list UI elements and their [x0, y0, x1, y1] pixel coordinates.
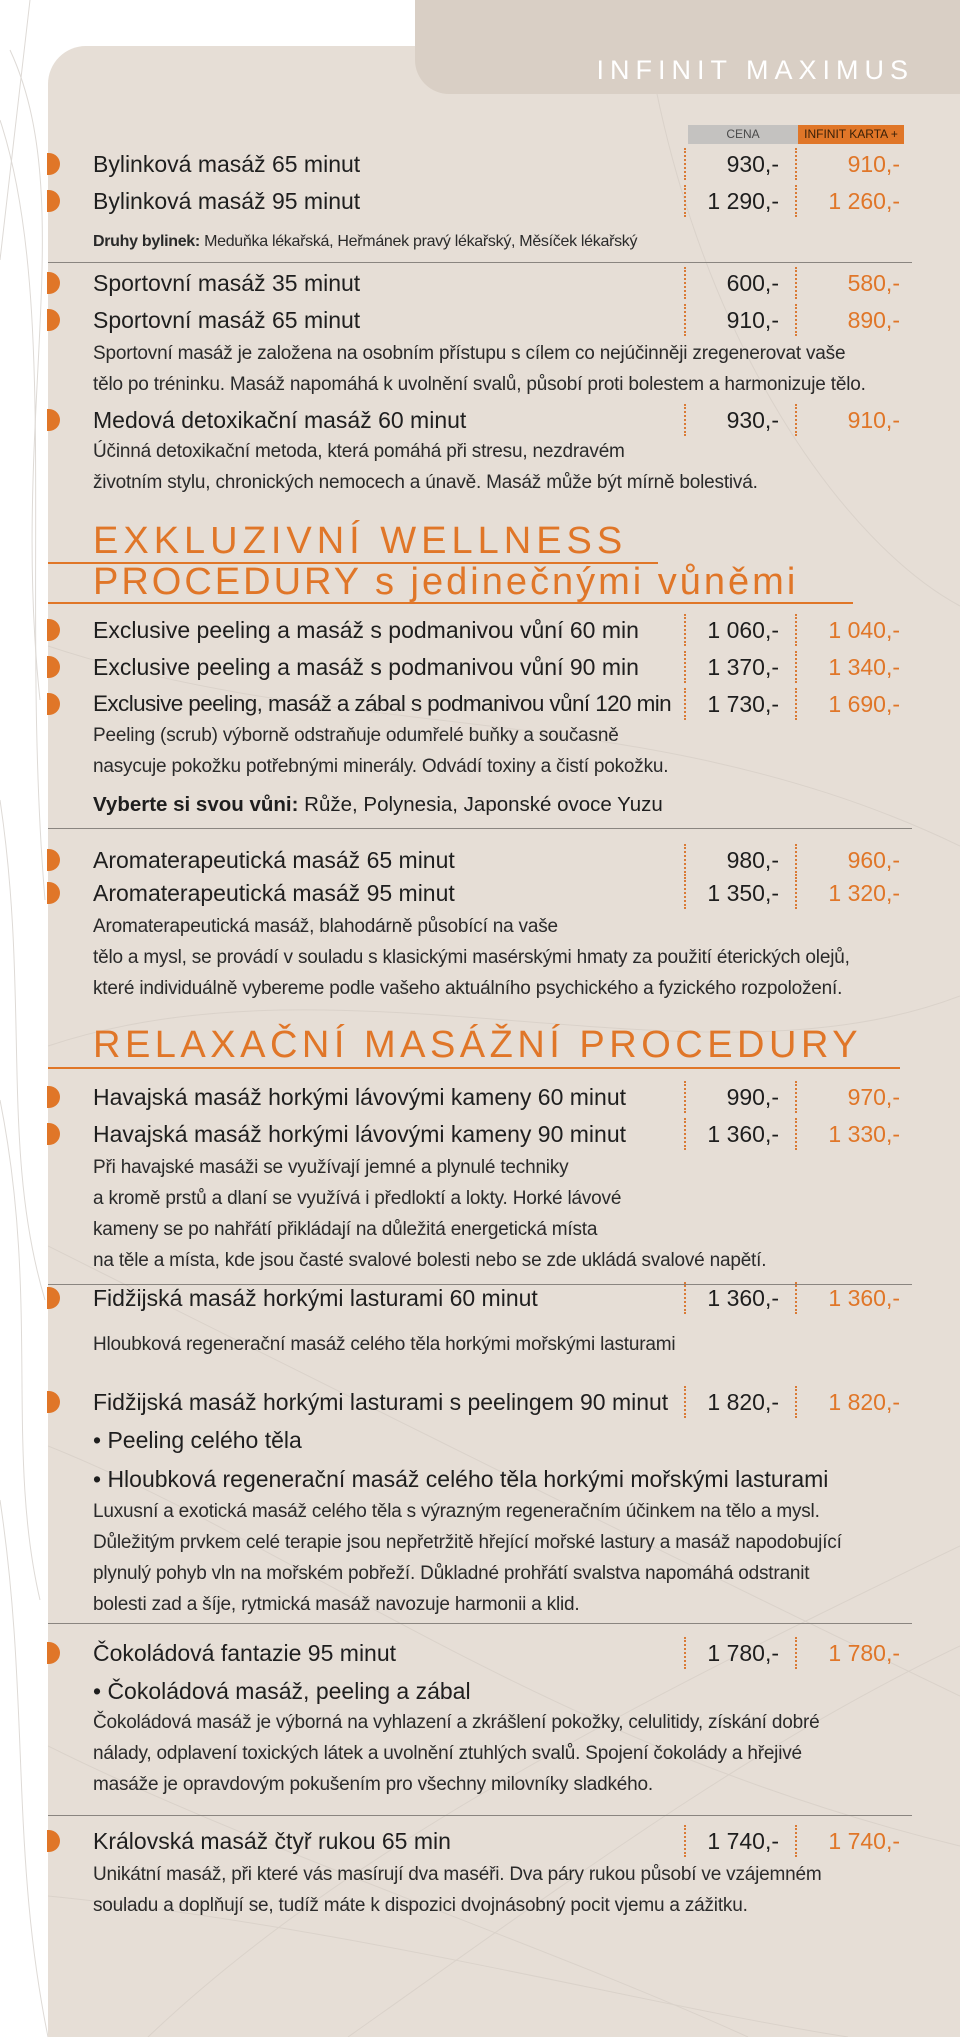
aroma-description-line: tělo a mysl, se provádí v souladu s klasickými masérskými hmaty za použití éterických olejů,	[93, 947, 850, 968]
price-regular: 1 370,-	[707, 654, 779, 680]
choco-description-line: masáže je opravdovým pokušením pro všechny milovníky sladkého.	[93, 1774, 653, 1795]
price-card: 960,-	[847, 847, 900, 873]
divider	[48, 262, 912, 263]
fidzi2-description-line: Důležitým prvkem celé terapie jsou nepřetržitě hřející mořské lastury a masáž napodobující	[93, 1532, 842, 1553]
detox-description-line: životním stylu, chronických nemocech a únavě. Masáž může být mírně bolestivá.	[93, 472, 758, 493]
price-regular: 600,-	[726, 270, 779, 296]
price-separator	[795, 1637, 797, 1669]
menu-item-name: Aromaterapeutická masáž 95 minut	[93, 880, 455, 906]
brand-title: INFINIT MAXIMUS	[596, 55, 914, 85]
price-separator	[795, 185, 797, 217]
menu-item-name: Sportovní masáž 35 minut	[93, 270, 361, 296]
scent-chooser	[93, 789, 663, 821]
fidzi2-description-line: plynulý pohyb vln na mořském pobřeží. Důkladné prohřátí svalstva napomáhá odstranit	[93, 1563, 810, 1584]
menu-item-name: Havajská masáž horkými lávovými kameny 90 minut	[93, 1121, 627, 1147]
price-card: 910,-	[847, 151, 900, 177]
price-card: 1 330,-	[828, 1121, 900, 1147]
section-heading-exclusive-line1: EXKLUZIVNÍ WELLNESS	[93, 520, 628, 562]
menu-item-name: Medová detoxikační masáž 60 minut	[93, 407, 467, 433]
fidzi2-description-line: bolesti zad a šíje, rytmická masáž navozuje harmonii a klid.	[93, 1594, 580, 1615]
havaj-description-line: a kromě prstů a dlaní se využívá i předloktí a lokty. Horké lávové	[93, 1188, 622, 1209]
exclusive-description-line: Peeling (scrub) výborně odstraňuje odumřelé buňky a současně	[93, 725, 619, 746]
price-card: 1 690,-	[828, 691, 900, 717]
menu-item-name: Čokoládová fantazie 95 minut	[93, 1640, 397, 1666]
price-regular: 980,-	[726, 847, 779, 873]
price-card: 1 360,-	[828, 1285, 900, 1311]
menu-item-name: Bylinková masáž 95 minut	[93, 188, 361, 214]
price-separator	[795, 1118, 797, 1150]
fidzi2-description-line: Luxusní a exotická masáž celého těla s výrazným regeneračním účinkem na tělo a mysl.	[93, 1501, 820, 1522]
price-card: 1 780,-	[828, 1640, 900, 1666]
sport-description-line: tělo po tréninku. Masáž napomáhá k uvolnění svalů, působí proti bolestem a harmonizuje tělo.	[93, 374, 866, 395]
section-heading-relax: RELAXAČNÍ MASÁŽNÍ PROCEDURY	[93, 1024, 863, 1066]
menu-item-name: Exclusive peeling, masáž a zábal s podmanivou vůní 120 min	[93, 691, 672, 716]
scent-options: Růže, Polynesia, Japonské ovoce Yuzu	[298, 793, 663, 816]
choco-bullet: • Čokoládová masáž, peeling a zábal	[93, 1678, 471, 1704]
price-separator	[795, 688, 797, 720]
price-regular: 1 350,-	[707, 880, 779, 906]
price-regular: 930,-	[726, 151, 779, 177]
price-card: 1 320,-	[828, 880, 900, 906]
price-regular: 930,-	[726, 407, 779, 433]
price-regular: 990,-	[726, 1084, 779, 1110]
price-separator	[795, 651, 797, 683]
column-header-karta: INFINIT KARTA +	[798, 125, 904, 144]
price-card: 580,-	[847, 270, 900, 296]
price-separator	[795, 148, 797, 180]
price-card: 890,-	[847, 307, 900, 333]
menu-item-name: Exclusive peeling a masáž s podmanivou vůní 90 min	[93, 654, 639, 680]
price-separator	[795, 304, 797, 336]
price-card: 1 260,-	[828, 188, 900, 214]
choco-description-line: nálady, odplavení toxických látek a uvolnění ztuhlých svalů. Spojení čokolády a hřejivé	[93, 1743, 802, 1764]
price-separator	[795, 614, 797, 646]
menu-item-name: Fidžijská masáž horkými lasturami 60 minut	[93, 1285, 538, 1311]
menu-item-name: Aromaterapeutická masáž 65 minut	[93, 847, 455, 873]
price-separator	[795, 1386, 797, 1418]
divider	[48, 1815, 912, 1816]
havaj-description-line: kameny se po nahřátí přikládají na důležitá energetická místa	[93, 1219, 598, 1240]
price-card: 910,-	[847, 407, 900, 433]
price-regular: 1 360,-	[707, 1285, 779, 1311]
menu-item-name: Sportovní masáž 65 minut	[93, 307, 361, 333]
price-regular: 1 730,-	[707, 691, 779, 717]
menu-item-name: Bylinková masáž 65 minut	[93, 151, 361, 177]
price-regular: 1 820,-	[707, 1389, 779, 1415]
price-separator	[795, 1825, 797, 1857]
divider	[48, 1623, 912, 1624]
menu-item-name: Královská masáž čtyř rukou 65 min	[93, 1828, 451, 1854]
heading-underline	[48, 602, 853, 604]
price-card: 1 740,-	[828, 1828, 900, 1854]
aroma-description-line: Aromaterapeutická masáž, blahodárně působící na vaše	[93, 916, 558, 937]
havaj-description-line: Při havajské masáži se využívají jemné a plynulé techniky	[93, 1157, 569, 1178]
herbs-note	[93, 231, 637, 253]
price-regular: 1 740,-	[707, 1828, 779, 1854]
herbs-text: Meduňka lékařská, Heřmánek pravý lékařský, Měsíček lékařský	[199, 233, 638, 250]
price-regular: 910,-	[726, 307, 779, 333]
sport-description-line: Sportovní masáž je založena na osobním přístupu s cílem co nejúčinněji zregenerovat vaše	[93, 343, 846, 364]
price-card: 1 340,-	[828, 654, 900, 680]
menu-item-name: Fidžijská masáž horkými lasturami s peelingem 90 minut	[93, 1389, 669, 1415]
fidzi-bullet: • Hloubková regenerační masáž celého těla horkými mořskými lasturami	[93, 1466, 829, 1492]
column-header-cena: CENA	[688, 125, 798, 144]
choco-description-line: Čokoládová masáž je výborná na vyhlazení a zkrášlení pokožky, celulitidy, získání dobré	[93, 1712, 820, 1733]
royal-description-line: souladu a doplňují se, tudíž máte k dispozici dvojnásobný pocit vjemu a zážitku.	[93, 1895, 748, 1916]
price-regular: 1 780,-	[707, 1640, 779, 1666]
havaj-description-line: na těle a místa, kde jsou časté svalové bolesti nebo se zde ukládá svalové napětí.	[93, 1250, 767, 1271]
divider	[48, 1284, 912, 1285]
section-heading-exclusive-line2: PROCEDURY s jedinečnými vůněmi	[93, 561, 799, 603]
price-separator	[795, 404, 797, 436]
price-separator	[795, 844, 797, 876]
price-regular: 1 360,-	[707, 1121, 779, 1147]
price-card: 1 040,-	[828, 617, 900, 643]
price-card: 970,-	[847, 1084, 900, 1110]
herbs-label: Druhy bylinek:	[93, 233, 200, 250]
price-separator	[795, 1282, 797, 1314]
price-regular: 1 060,-	[707, 617, 779, 643]
fidzi-description: Hloubková regenerační masáž celého těla horkými mořskými lasturami	[93, 1334, 676, 1355]
menu-item-name: Exclusive peeling a masáž s podmanivou vůní 60 min	[93, 617, 639, 643]
royal-description-line: Unikátní masáž, při které vás masírují dva maséři. Dva páry rukou působí ve vzájemném	[93, 1864, 822, 1885]
scent-label: Vyberte si svou vůni:	[93, 793, 299, 816]
price-regular: 1 290,-	[707, 188, 779, 214]
exclusive-description-line: nasycuje pokožku potřebnými minerály. Odvádí toxiny a čistí pokožku.	[93, 756, 669, 777]
menu-item-name: Havajská masáž horkými lávovými kameny 60 minut	[93, 1084, 627, 1110]
price-separator	[795, 1081, 797, 1113]
heading-underline	[48, 1067, 900, 1069]
aroma-description-line: které individuálně vybereme podle vašeho aktuálního psychického a fyzického rozpoložení.	[93, 978, 843, 999]
divider	[48, 828, 912, 829]
detox-description-line: Účinná detoxikační metoda, která pomáhá při stresu, nezdravém	[93, 441, 625, 462]
price-card: 1 820,-	[828, 1389, 900, 1415]
price-separator	[795, 877, 797, 909]
fidzi-bullet: • Peeling celého těla	[93, 1427, 302, 1453]
price-separator	[795, 267, 797, 299]
